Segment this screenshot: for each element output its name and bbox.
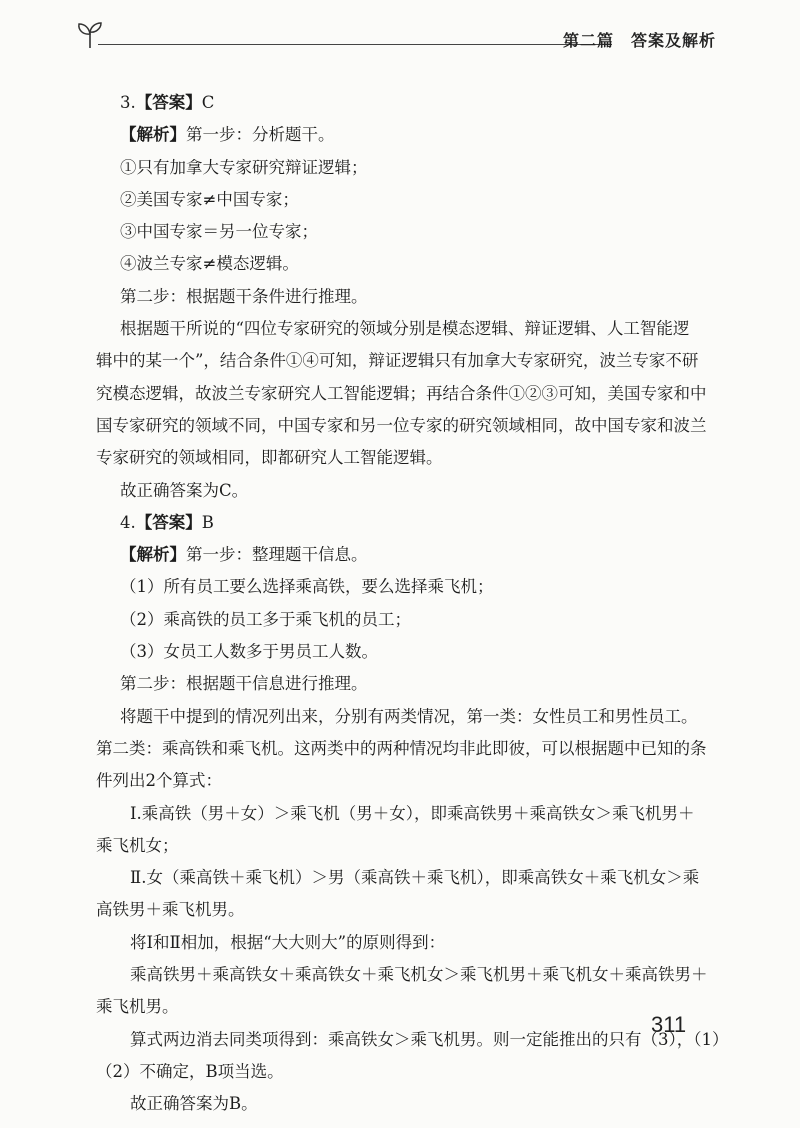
q3-text-line: 根据题干所说的“四位专家研究的领域分别是模态逻辑、辩证逻辑、人工智能逻 <box>120 319 690 339</box>
q3-answer-line <box>96 87 696 119</box>
q4-formula-line: Ⅰ.乘高铁（男＋女）＞乘飞机（男＋女），即乘高铁男＋乘高铁女＞乘飞机男＋ <box>130 803 695 823</box>
q3-text-line: ④波兰专家≠模态逻辑。 <box>120 254 299 274</box>
q4-formula-line: Ⅱ.女（乘高铁＋乘飞机）＞男（乘高铁＋乘飞机），即乘高铁女＋乘飞机女＞乘 <box>130 868 700 888</box>
q4-text-line: 算式两边消去同类项得到：乘高铁女＞乘飞机男。则一定能推出的只有（3），（1） <box>130 1029 729 1049</box>
q4-text-line: （2）乘高铁的员工多于乘飞机的员工； <box>120 609 411 629</box>
q4-text-line: 第一步：整理题干信息。 <box>186 545 368 565</box>
page-body <box>96 87 729 1121</box>
q3-text-line: 辑中的某一个”，结合条件①④可知，辩证逻辑只有加拿大专家研究，波兰专家不研 <box>96 351 699 371</box>
q3-text-line: 第一步：分析题干。 <box>186 125 335 145</box>
q3-text-line: ①只有加拿大专家研究辩证逻辑； <box>120 157 368 177</box>
sprout-icon <box>76 20 104 50</box>
q4-answer-line <box>96 507 696 539</box>
q4-formula-line: 高铁男＋乘飞机男。 <box>96 900 245 920</box>
q3-number: 3. <box>120 93 136 112</box>
q3-answer: C <box>201 93 215 112</box>
q4-analysis-line <box>96 539 696 571</box>
q3-text-line: 国专家研究的领域不同，中国专家和另一位专家的研究领域相同，故中国专家和波兰 <box>96 415 707 435</box>
q3-text-line: 究模态逻辑，故波兰专家研究人工智能逻辑；再结合条件①②③可知，美国专家和中 <box>96 383 707 403</box>
q4-formula-line: 乘高铁男＋乘高铁女＋乘高铁女＋乘飞机女＞乘飞机男＋乘飞机女＋乘高铁男＋ <box>130 965 708 985</box>
q4-answer: B <box>201 512 214 532</box>
q4-text-line: 第二步：根据题干信息进行推理。 <box>120 674 368 694</box>
q3-text-line: ③中国专家＝另一位专家； <box>120 222 318 242</box>
q3-answer-label: 【答案】 <box>135 93 202 112</box>
running-header <box>76 18 716 52</box>
q4-text-line: 件列出2个算式： <box>96 771 222 791</box>
q4-text-line: （3）女员工人数多于男员工人数。 <box>120 642 378 662</box>
q4-text-line: （1）所有员工要么选择乘高铁，要么选择乘飞机； <box>120 577 494 597</box>
header-rule <box>98 44 612 45</box>
q4-analysis-label: 【解析】 <box>120 545 186 565</box>
q4-text-line: 将题干中提到的情况列出来，分别有两类情况，第一类：女性员工和男性员工。 <box>120 706 698 726</box>
q4-text-line: 将Ⅰ和Ⅱ相加，根据“大大则大”的原则得到： <box>130 932 446 952</box>
q3-conclusion: 故正确答案为C。 <box>120 480 249 500</box>
q4-formula-line: 乘飞机女； <box>96 835 179 855</box>
q4-answer-label: 【答案】 <box>135 512 202 532</box>
page-number: 311 <box>651 1012 687 1037</box>
q4-text-line: （2）不确定，B项当选。 <box>96 1061 284 1081</box>
q4-text-line: 第二类：乘高铁和乘飞机。这两类中的两种情况均非此即彼，可以根据题中已知的条 <box>96 738 707 758</box>
q3-text-line: 专家研究的领域相同，即都研究人工智能逻辑。 <box>96 448 443 468</box>
q4-conclusion: 故正确答案为B。 <box>130 1094 258 1114</box>
q3-text-line: ②美国专家≠中国专家； <box>120 189 299 209</box>
q3-analysis-label: 【解析】 <box>120 125 186 145</box>
q3-text-line: 第二步：根据题干条件进行推理。 <box>120 286 368 306</box>
q3-analysis-line <box>96 119 696 151</box>
q4-formula-line: 乘飞机男。 <box>96 997 179 1017</box>
q4-number: 4. <box>120 512 136 532</box>
header-title: 第二篇 答案及解析 <box>562 31 716 50</box>
